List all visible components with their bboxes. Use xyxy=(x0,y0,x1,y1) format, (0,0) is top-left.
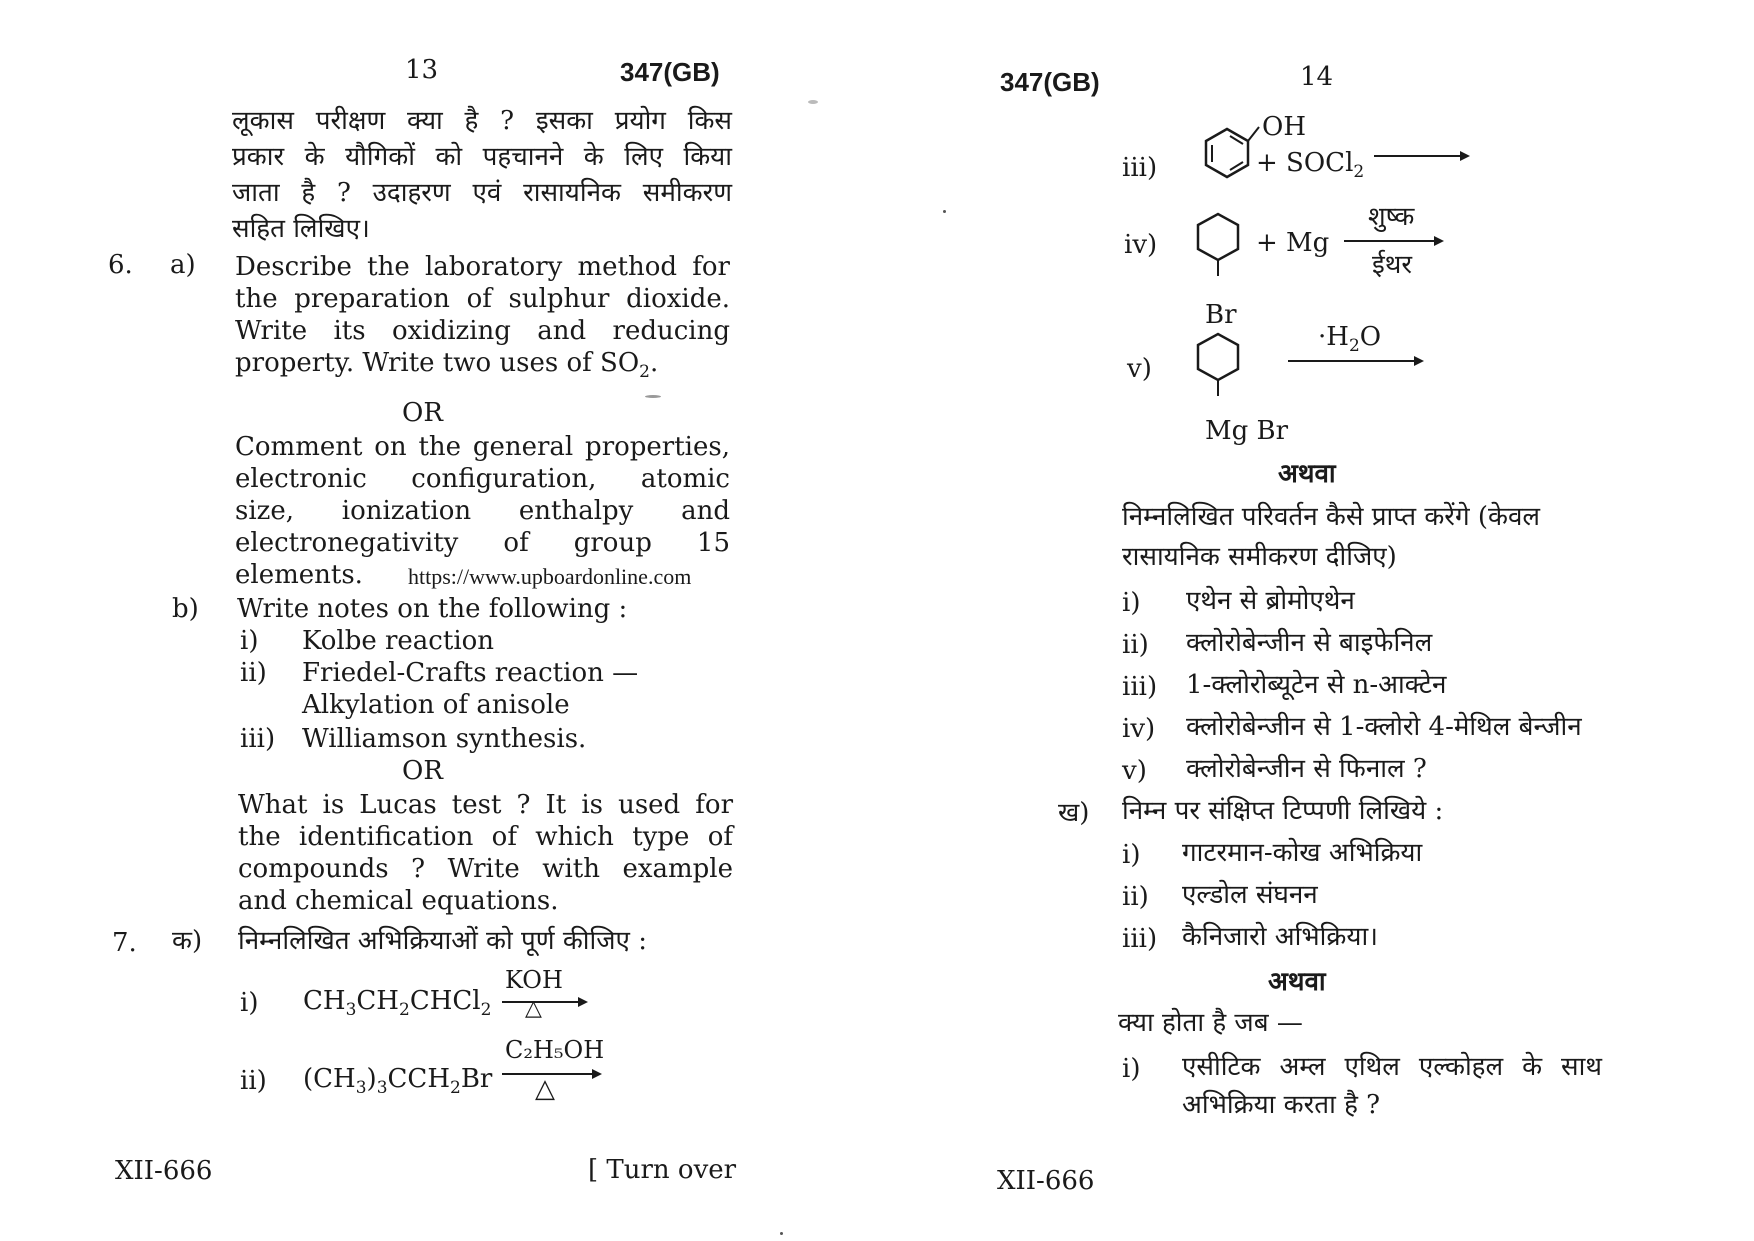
or-separator: अथवा xyxy=(1278,458,1336,488)
reaction-iv-arrow xyxy=(1342,234,1446,248)
website-url: https://www.upboardonline.com xyxy=(408,564,692,589)
reaction-label: iv) xyxy=(1124,230,1158,260)
left-page-number: 13 xyxy=(405,55,439,85)
scan-speck xyxy=(645,395,661,398)
lucas-line: What is Lucas test ? It is used for xyxy=(238,790,733,820)
lucas-line: compounds ? Write with example xyxy=(238,854,733,884)
scan-speck xyxy=(943,210,946,213)
note-text: Alkylation of anisole xyxy=(302,690,570,720)
what-happens-intro: क्या होता है जब — xyxy=(1118,1008,1303,1038)
q6a-line: the preparation of sulphur dioxide. xyxy=(235,284,730,314)
reaction-ii-condition: △ xyxy=(535,1074,555,1104)
q6a-line: Describe the laboratory method for xyxy=(235,252,730,282)
reaction-label: iii) xyxy=(1122,153,1158,183)
last-question-line: अभिक्रिया करता है ? xyxy=(1182,1090,1381,1120)
note-text: गाटरमान-कोख अभिक्रिया xyxy=(1182,838,1423,868)
note-text: Friedel-Crafts reaction — xyxy=(302,658,639,688)
reaction-label: v) xyxy=(1127,354,1152,384)
note-text: कैनिजारो अभिक्रिया। xyxy=(1182,922,1379,952)
conversion-text: एथेन से ब्रोमोएथेन xyxy=(1186,586,1355,616)
part-label: ख) xyxy=(1058,798,1090,828)
note-label: i) xyxy=(1122,840,1141,870)
reaction-i-reagent: KOH xyxy=(505,966,563,994)
reaction-label: ii) xyxy=(240,1066,267,1096)
q6-alt-line: electronegativity of group 15 xyxy=(235,528,730,558)
part-label: a) xyxy=(170,250,196,280)
reaction-i-condition: △ xyxy=(525,996,542,1021)
question-number: 6. xyxy=(108,250,133,280)
conversion-text: क्लोरोबेन्जीन से फिनाल ? xyxy=(1186,754,1427,784)
notes-intro: निम्न पर संक्षिप्त टिप्पणी लिखिये : xyxy=(1122,796,1444,826)
notes-intro: Write notes on the following : xyxy=(237,594,628,624)
note-text: Williamson synthesis. xyxy=(302,724,587,754)
reaction-iii-arrow xyxy=(1372,149,1472,163)
bromocyclohexane-structure xyxy=(1178,210,1258,300)
note-label: ii) xyxy=(240,658,267,688)
left-footer-code: XII-666 xyxy=(115,1156,213,1186)
conversion-label: iii) xyxy=(1122,672,1158,702)
or-separator: OR xyxy=(402,756,443,786)
conversion-label: iv) xyxy=(1122,714,1156,744)
reaction-iv-reagent: + Mg xyxy=(1256,228,1330,258)
or-separator: अथवा xyxy=(1268,966,1326,996)
lucas-line: and chemical equations. xyxy=(238,886,559,916)
lucas-line: the identification of which type of xyxy=(238,822,733,852)
q6a-last-text: property. Write two uses of SO xyxy=(235,348,640,378)
q7-intro: निम्नलिखित अभिक्रियाओं को पूर्ण कीजिए : xyxy=(238,926,647,956)
q6-alt-line: size, ionization enthalpy and xyxy=(235,496,730,526)
q6a-line: property. Write two uses of $SO_2$. xyxy=(235,348,659,382)
right-footer-code: XII-666 xyxy=(997,1166,1095,1196)
conversion-text: क्लोरोबेन्जीन से 1-क्लोरो 4-मेथिल बेन्जीन xyxy=(1186,712,1582,742)
turn-over-note: [ Turn over xyxy=(588,1155,737,1185)
right-paper-code: 347(GB) xyxy=(1000,67,1100,97)
socl-subscript: 2 xyxy=(1353,162,1365,182)
reaction-label: i) xyxy=(240,988,259,1018)
left-paper-code: 347(GB) xyxy=(620,57,720,87)
reaction-iv-above: शुष्क xyxy=(1368,202,1415,232)
note-text: Kolbe reaction xyxy=(302,626,495,656)
part-label: क) xyxy=(172,926,203,956)
note-label: iii) xyxy=(240,724,276,754)
conversion-label: i) xyxy=(1122,588,1141,618)
right-page-number: 14 xyxy=(1300,62,1334,92)
mgbr-label: Mg Br xyxy=(1205,416,1289,446)
q6-alt-line: electronic configuration, atomic xyxy=(235,464,730,494)
grignard-structure xyxy=(1178,330,1258,420)
conversion-text: 1-क्लोरोब्यूटेन से n-आक्टेन xyxy=(1186,670,1447,700)
q6a-line: Write its oxidizing and reducing xyxy=(235,316,730,346)
note-label: i) xyxy=(240,626,259,656)
reaction-v-above: $\cdot H_2O$ xyxy=(1318,322,1382,356)
last-question-line: एसीटिक अम्ल एथिल एल्कोहल के साथ xyxy=(1182,1052,1602,1082)
reaction-i-arrow xyxy=(500,995,590,1009)
conversion-text: क्लोरोबेन्जीन से बाइफेनिल xyxy=(1186,628,1433,658)
hindi-line: सहित लिखिए। xyxy=(232,214,370,244)
h2o-h: H xyxy=(1326,322,1349,352)
reaction-ii-reagent: C₂H₅OH xyxy=(505,1036,605,1064)
phenol-oh-label: OH xyxy=(1262,112,1306,142)
or-separator: OR xyxy=(402,398,443,428)
q6-alt-line: Comment on the general properties, xyxy=(235,432,730,462)
conversion-label: v) xyxy=(1122,756,1147,786)
hindi-line: जाता है ? उदाहरण एवं रासायनिक समीकरण xyxy=(232,178,732,208)
hindi-line: प्रकार के यौगिकों को पहचानने के लिए किया xyxy=(232,142,732,172)
socl-text: + SOCl xyxy=(1256,148,1354,178)
note-text: एल्डोल संघनन xyxy=(1182,880,1318,910)
reaction-i-formula: $CH_3CH_2CHCl_2$ xyxy=(303,986,492,1020)
reaction-iii-reagent xyxy=(1256,148,1365,182)
reaction-v-arrow xyxy=(1286,354,1426,368)
conversion-intro-line: रासायनिक समीकरण दीजिए) xyxy=(1122,542,1397,572)
so2-subscript: 2 xyxy=(639,362,650,382)
h2o-subscript: 2 xyxy=(1348,336,1360,356)
question-label: i) xyxy=(1122,1054,1141,1084)
note-label: ii) xyxy=(1122,882,1149,912)
reaction-ii-formula: $(CH_3)_3CCH_2Br$ xyxy=(303,1064,493,1098)
conversion-label: ii) xyxy=(1122,630,1149,660)
question-number: 7. xyxy=(112,928,137,958)
hindi-line: लूकास परीक्षण क्या है ? इसका प्रयोग किस xyxy=(232,106,732,136)
scan-speck xyxy=(808,100,818,104)
conversion-intro-line: निम्नलिखित परिवर्तन कैसे प्राप्त करेंगे (केवल xyxy=(1122,502,1541,532)
note-label: iii) xyxy=(1122,924,1158,954)
q6-alt-line: elements. xyxy=(235,560,363,590)
part-label: b) xyxy=(172,594,199,624)
scan-speck xyxy=(780,1232,783,1235)
reaction-iv-below: ईथर xyxy=(1372,250,1413,280)
br-label: Br xyxy=(1205,300,1237,330)
h2o-o: O xyxy=(1359,322,1382,352)
